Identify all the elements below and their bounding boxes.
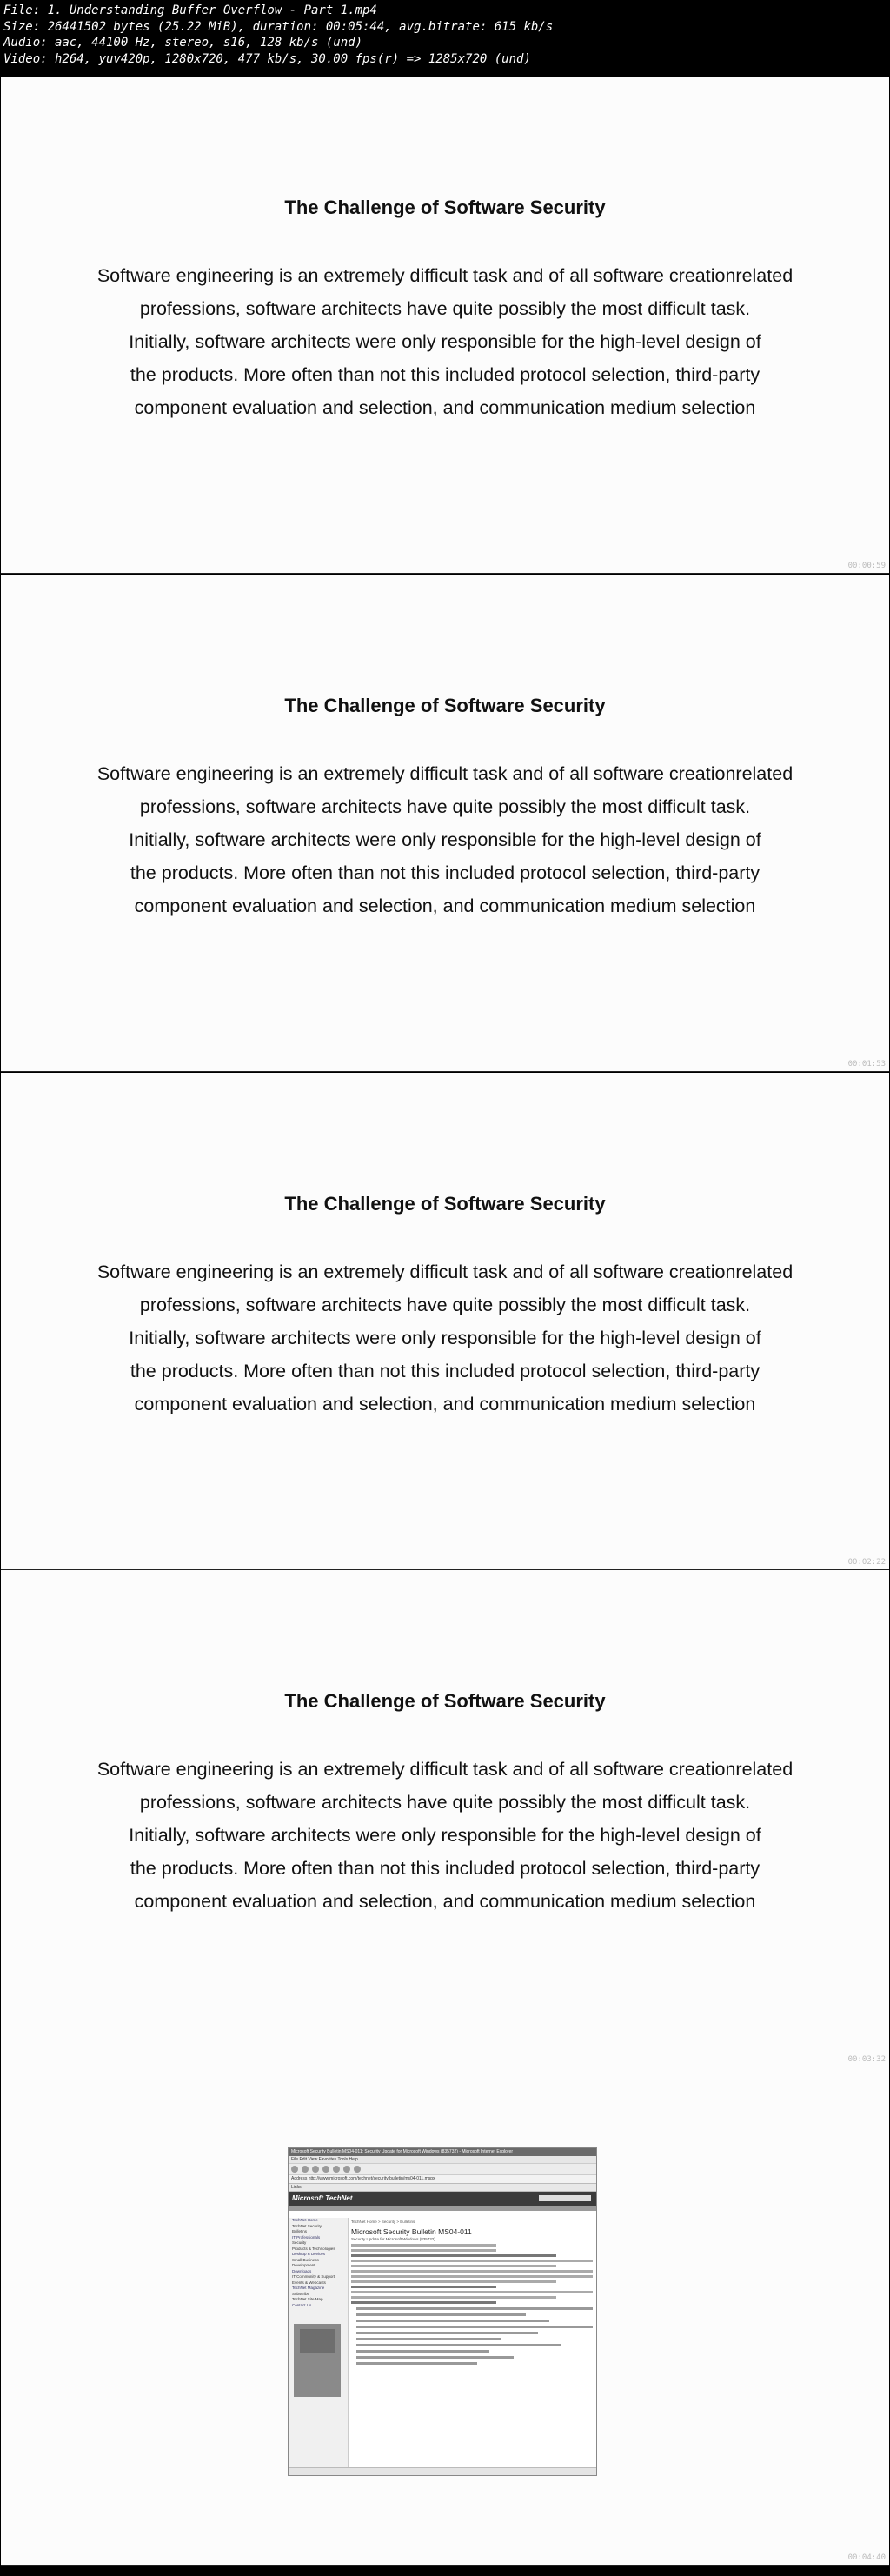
list-item bbox=[356, 2320, 549, 2322]
browser-menu-bar: File Edit View Favorites Tools Help bbox=[289, 2156, 596, 2164]
left-nav-item: Bulletins bbox=[292, 2229, 308, 2233]
slide-body-line: professions, software architects have quite possibly the most difficult task. bbox=[139, 1295, 751, 1315]
left-nav-item: TechNet Security bbox=[292, 2223, 322, 2228]
list-item bbox=[356, 2344, 561, 2346]
slide-body-line: component evaluation and selection, and communication medium selection bbox=[134, 1394, 756, 1414]
frame-timestamp: 00:03:32 bbox=[847, 2055, 886, 2064]
slide-body-line: the products. More often than not this included protocol selection, third-party bbox=[130, 1858, 760, 1879]
favorites-icon bbox=[354, 2166, 361, 2173]
list-item bbox=[356, 2350, 489, 2353]
left-nav-item: Development bbox=[292, 2263, 315, 2267]
text-line bbox=[351, 2244, 496, 2247]
text-line bbox=[351, 2275, 593, 2278]
video-frame-2 bbox=[1, 575, 889, 1072]
slide-body-line: professions, software architects have quite possibly the most difficult task. bbox=[139, 1792, 751, 1813]
left-nav-item: TechNet Site Map bbox=[292, 2297, 323, 2301]
breadcrumb: TechNet Home > Security > Bulletins bbox=[351, 2220, 415, 2224]
left-nav-item: Subscribe bbox=[292, 2291, 310, 2296]
slide-body-line: the products. More often than not this included protocol selection, third-party bbox=[130, 1361, 760, 1381]
slide-body-line: Initially, software architects were only responsible for the high-level design of bbox=[129, 829, 761, 850]
video-info-header bbox=[0, 0, 890, 75]
browser-status-bar bbox=[289, 2467, 596, 2475]
text-line bbox=[351, 2291, 593, 2293]
slide-title: The Challenge of Software Security bbox=[284, 695, 606, 716]
left-nav-item: TechNet Magazine bbox=[292, 2286, 325, 2290]
slide-body-line: professions, software architects have quite possibly the most difficult task. bbox=[139, 298, 751, 319]
video-frame-1 bbox=[1, 77, 889, 574]
slide-body-line: Software engineering is an extremely difficult task and of all software creationrelated bbox=[96, 1759, 794, 1780]
text-line bbox=[351, 2260, 593, 2262]
text-line bbox=[351, 2270, 593, 2273]
browser-toolbar bbox=[289, 2164, 596, 2175]
left-nav-item: Contact Us bbox=[292, 2302, 312, 2307]
left-nav-item: Events & Webcasts bbox=[292, 2280, 326, 2285]
file-info: File: 1. Understanding Buffer Overflow - Part 1.mp4 bbox=[3, 3, 377, 17]
stop-icon bbox=[312, 2166, 319, 2173]
left-nav-item: Products & Technologies bbox=[292, 2246, 335, 2251]
video-frame-5 bbox=[1, 2067, 889, 2566]
slide-body bbox=[70, 757, 820, 922]
forward-icon bbox=[302, 2166, 309, 2173]
left-nav-item: IT Community & Support bbox=[292, 2274, 335, 2279]
size-info: Size: 26441502 bytes (25.22 MiB), duration: 00:05:44, avg.bitrate: 615 kb/s bbox=[3, 19, 554, 34]
text-line bbox=[351, 2280, 556, 2283]
left-nav-item: Desktop & Devices bbox=[292, 2252, 326, 2256]
site-search-box bbox=[539, 2195, 591, 2201]
browser-screenshot bbox=[288, 2147, 597, 2476]
browser-title-bar: Microsoft Security Bulletin MS04-011: Security Update for Microsoft Windows (835732) - Microsoft Internet Explorer bbox=[289, 2148, 596, 2156]
frame-timestamp: 00:01:53 bbox=[847, 1060, 886, 1068]
text-line bbox=[351, 2301, 496, 2304]
slide-body-line: component evaluation and selection, and communication medium selection bbox=[134, 895, 756, 916]
refresh-icon bbox=[322, 2166, 329, 2173]
slide-body-line: professions, software architects have quite possibly the most difficult task. bbox=[139, 796, 751, 817]
slide-title: The Challenge of Software Security bbox=[284, 1690, 606, 1712]
text-line bbox=[351, 2254, 556, 2257]
frame-timestamp: 00:00:59 bbox=[847, 562, 886, 570]
technet-banner bbox=[289, 2192, 596, 2206]
home-icon bbox=[333, 2166, 340, 2173]
slide-title: The Challenge of Software Security bbox=[284, 1193, 606, 1215]
left-nav-item: IT Professionals bbox=[292, 2234, 321, 2240]
list-item bbox=[356, 2332, 538, 2334]
slide-body-line: component evaluation and selection, and communication medium selection bbox=[134, 397, 756, 418]
slide-body-line: Software engineering is an extremely difficult task and of all software creationrelated bbox=[96, 763, 794, 784]
list-item bbox=[356, 2362, 477, 2365]
slide-body-line: the products. More often than not this included protocol selection, third-party bbox=[130, 862, 760, 883]
list-item bbox=[356, 2313, 526, 2316]
slide-body-line: the products. More often than not this included protocol selection, third-party bbox=[130, 364, 760, 385]
slide-body bbox=[70, 1753, 820, 1918]
slide-title: The Challenge of Software Security bbox=[284, 196, 606, 218]
video-frame-3 bbox=[1, 1073, 889, 1570]
audio-info: Audio: aac, 44100 Hz, stereo, s16, 128 kb/s (und) bbox=[3, 36, 363, 50]
bulletin-subheading: Security Update for Microsoft Windows (835732) bbox=[351, 2237, 435, 2241]
left-nav-item: Downloads bbox=[292, 2268, 312, 2273]
text-line bbox=[351, 2286, 496, 2288]
slide-body-line: Software engineering is an extremely difficult task and of all software creationrelated bbox=[96, 265, 794, 286]
bulletin-content bbox=[351, 2218, 593, 2468]
search-icon bbox=[343, 2166, 350, 2173]
slide-body-line: Initially, software architects were only responsible for the high-level design of bbox=[129, 331, 761, 352]
text-line bbox=[351, 2265, 556, 2267]
technet-logo: Microsoft TechNet bbox=[292, 2194, 353, 2202]
slide-body-line: component evaluation and selection, and communication medium selection bbox=[134, 1891, 756, 1912]
slide-body-line: Software engineering is an extremely difficult task and of all software creationrelated bbox=[96, 1261, 794, 1282]
address-bar: Address http://www.microsoft.com/technet/security/bulletin/ms04-011.mspx bbox=[289, 2175, 596, 2184]
text-line bbox=[351, 2249, 496, 2252]
frame-timestamp: 00:04:40 bbox=[847, 2553, 886, 2562]
video-frame-4 bbox=[1, 1570, 889, 2067]
slide-body-line: Initially, software architects were only responsible for the high-level design of bbox=[129, 1328, 761, 1348]
promo-banner bbox=[294, 2324, 341, 2397]
left-nav-item: Small Business bbox=[292, 2257, 319, 2262]
text-line bbox=[351, 2296, 556, 2299]
list-item bbox=[356, 2326, 593, 2328]
list-item bbox=[356, 2356, 514, 2359]
back-icon bbox=[291, 2166, 298, 2173]
left-nav bbox=[289, 2218, 349, 2468]
links-bar: Links bbox=[289, 2184, 596, 2192]
bulletin-heading: Microsoft Security Bulletin MS04-011 bbox=[351, 2227, 472, 2236]
list-item bbox=[356, 2307, 593, 2310]
list-item bbox=[356, 2338, 501, 2340]
slide-body bbox=[70, 1255, 820, 1421]
slide-body-line: Initially, software architects were only responsible for the high-level design of bbox=[129, 1825, 761, 1846]
left-nav-item: Security bbox=[292, 2240, 307, 2245]
frame-timestamp: 00:02:22 bbox=[847, 1558, 886, 1567]
left-nav-item: TechNet Home bbox=[292, 2218, 318, 2222]
technet-nav-strip bbox=[289, 2206, 596, 2211]
video-info: Video: h264, yuv420p, 1280x720, 477 kb/s, 30.00 fps(r) => 1285x720 (und) bbox=[3, 51, 531, 66]
slide-body bbox=[70, 259, 820, 424]
